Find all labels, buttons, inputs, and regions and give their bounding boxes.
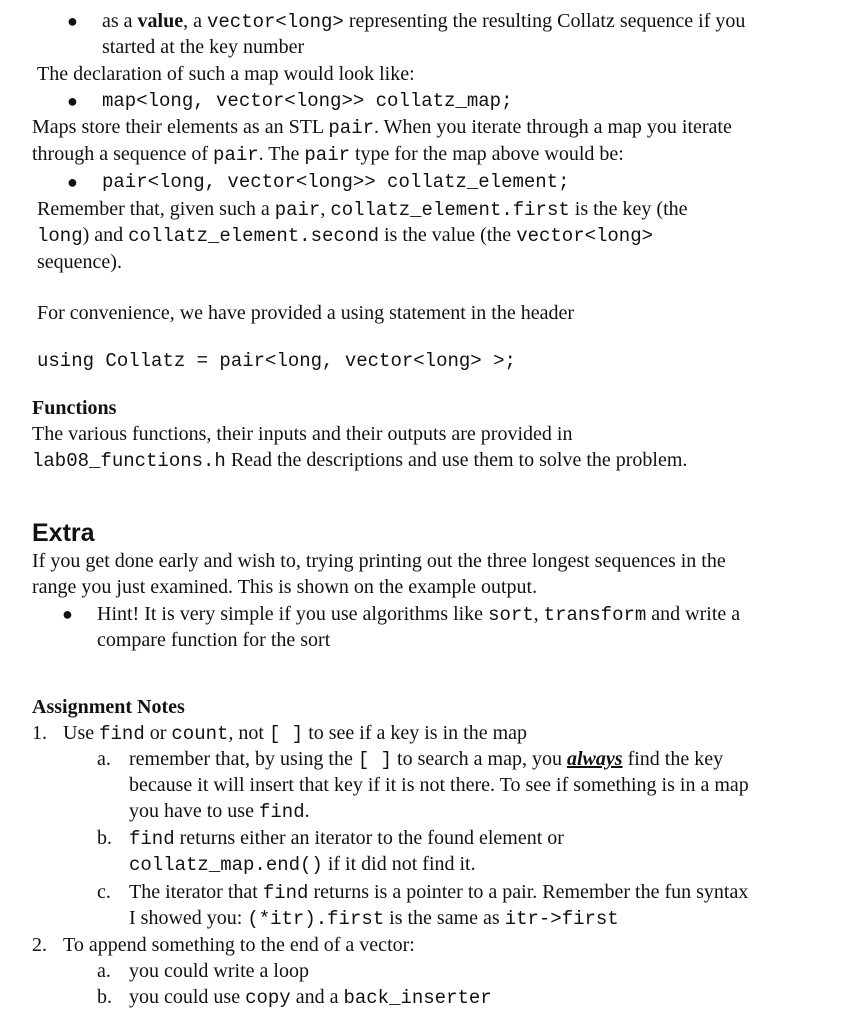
convenience-text: For convenience, we have provided a using statement in the header — [37, 302, 575, 324]
note-1b-line1: find returns either an iterator to the found element or — [129, 827, 564, 850]
bullet-dot: ● — [67, 91, 78, 111]
extra-heading: Extra — [32, 519, 95, 547]
bullet-dot: ● — [67, 172, 78, 192]
note-1c-label: c. — [97, 881, 111, 903]
assignment-notes-heading: Assignment Notes — [32, 696, 185, 718]
note-2b-text: you could use copy and a back_inserter — [129, 986, 492, 1009]
note-2a-label: a. — [97, 960, 111, 982]
functions-heading: Functions — [32, 397, 117, 419]
note-1a-line2: because it will insert that key if it is not there. To see if something is in a map — [129, 774, 749, 796]
note-1-number: 1. — [32, 722, 47, 744]
bullet-dot: ● — [67, 11, 78, 31]
note-2b-label: b. — [97, 986, 112, 1008]
remember-line2: long) and collatz_element.second is the value (the vector<long> — [37, 224, 654, 247]
note-1b-label: b. — [97, 827, 112, 849]
note-1a-label: a. — [97, 748, 111, 770]
pair-declaration-code: pair<long, vector<long>> collatz_element; — [102, 171, 570, 193]
declaration-intro: The declaration of such a map would look like: — [37, 63, 415, 85]
note-2a-text: you could write a loop — [129, 960, 309, 982]
note-1a-line3: you have to use find. — [129, 800, 310, 823]
remember-line3: sequence). — [37, 251, 122, 273]
note-1a-line1: remember that, by using the [ ] to search a map, you always find the key — [129, 748, 724, 771]
extra-line2: range you just examined. This is shown on the example output. — [32, 576, 538, 598]
note-1b-line2: collatz_map.end() if it did not find it. — [129, 853, 476, 876]
note-1-text: Use find or count, not [ ] to see if a key is in the map — [63, 722, 528, 745]
bullet-dot: ● — [62, 604, 73, 624]
hint-line1: Hint! It is very simple if you use algorithms like sort, transform and write a — [97, 603, 741, 626]
map-declaration-code: map<long, vector<long>> collatz_map; — [102, 90, 513, 112]
maps-store-line2: through a sequence of pair. The pair type for the map above would be: — [32, 143, 624, 166]
maps-store-line1: Maps store their elements as an STL pair. When you iterate through a map you iterate — [32, 116, 732, 139]
using-statement-code: using Collatz = pair<long, vector<long> >; — [37, 350, 516, 372]
note-2-text: To append something to the end of a vector: — [63, 934, 415, 956]
functions-line1: The various functions, their inputs and their outputs are provided in — [32, 423, 573, 445]
value-description-line1: as a value, a vector<long> representing the resulting Collatz sequence if you — [102, 10, 746, 33]
note-2-number: 2. — [32, 934, 47, 956]
hint-line2: compare function for the sort — [97, 629, 331, 651]
extra-line1: If you get done early and wish to, trying printing out the three longest sequences in the — [32, 550, 726, 572]
value-description-line2: started at the key number — [102, 36, 305, 58]
note-1c-line2: I showed you: (*itr).first is the same as itr->first — [129, 907, 619, 930]
remember-line1: Remember that, given such a pair, collatz_element.first is the key (the — [37, 198, 688, 221]
functions-line2: lab08_functions.h Read the descriptions and use them to solve the problem. — [32, 449, 688, 472]
note-1c-line1: The iterator that find returns is a pointer to a pair. Remember the fun syntax — [129, 881, 749, 904]
